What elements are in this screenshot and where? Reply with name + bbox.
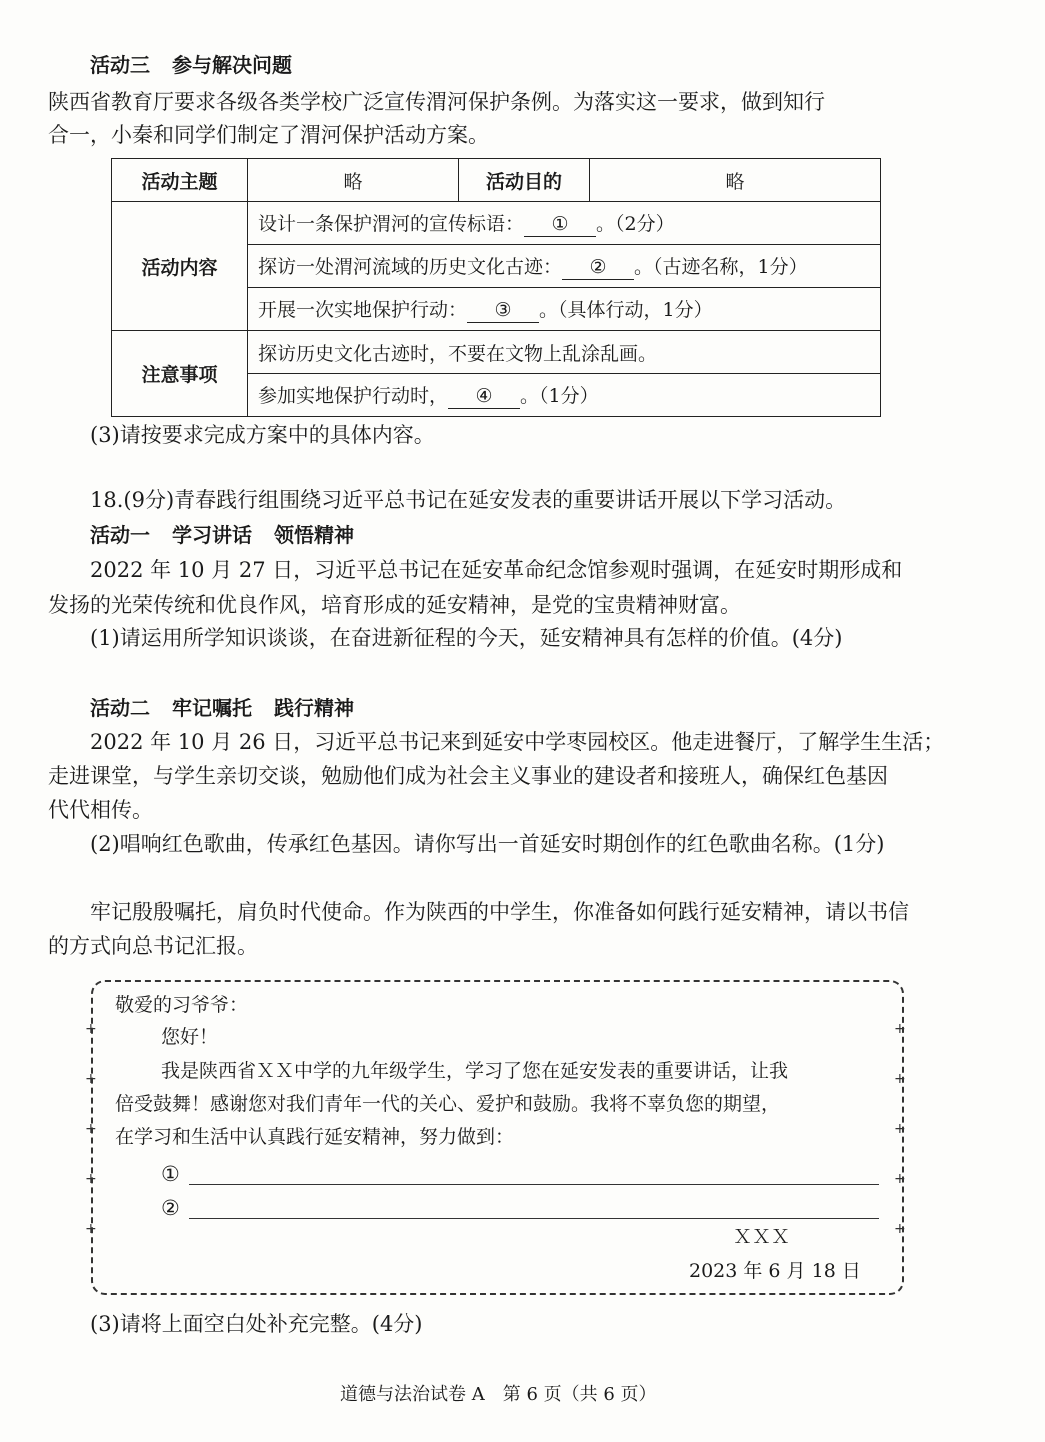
letter-body-line3: 在学习和生活中认真践行延安精神，努力做到： bbox=[115, 1126, 515, 1148]
table-row bbox=[112, 202, 881, 245]
letter-box bbox=[85, 980, 906, 1295]
activity1-paragraph-line1: 2022 年 10 月 27 日，习近平总书记在延安革命纪念馆参观时强调，在延安时期形成和 bbox=[90, 558, 903, 582]
notes-row-text: 探访历史文化古迹时，不要在文物上乱涂乱画。 bbox=[258, 342, 658, 365]
border-cross-icon: + bbox=[894, 1071, 906, 1087]
activity3-heading-label: 活动三 bbox=[90, 53, 150, 77]
activity1-paragraph-line2: 发扬的光荣传统和优良作风，培育形成的延安精神，是党的宝贵精神财富。 bbox=[48, 593, 741, 617]
q18-stem: 18.(9分)青春践行组围绕习近平总书记在延安发表的重要讲话开展以下学习活动。 bbox=[90, 488, 847, 512]
border-cross-icon: + bbox=[85, 1221, 97, 1237]
q18-question-3: (3)请将上面空白处补充完整。(4分) bbox=[90, 1312, 423, 1336]
content-row-text: 设计一条保护渭河的宣传标语： bbox=[258, 213, 525, 236]
page-footer: 道德与法治试卷 A 第 6 页（共 6 页） bbox=[340, 1384, 657, 1405]
activity2-title-1: 牢记嘱托 bbox=[172, 696, 252, 720]
content-row-suffix: 。（古迹名称，1分） bbox=[634, 256, 808, 279]
letter-body-line1: 我是陕西省ＸＸ中学的九年级学生，学习了您在延安发表的重要讲话，让我 bbox=[161, 1060, 789, 1082]
letter-prompt-line1: 牢记殷殷嘱托，肩负时代使命。作为陕西的中学生，你准备如何践行延安精神，请以书信 bbox=[90, 900, 909, 924]
activity2-paragraph-line1: 2022 年 10 月 26 日，习近平总书记来到延安中学枣园校区。他走进餐厅，了解学生生活； bbox=[90, 730, 945, 754]
letter-salutation: 敬爱的习爷爷： bbox=[115, 994, 249, 1016]
q18-question-1: (1)请运用所学知识谈谈，在奋进新征程的今天，延安精神具有怎样的价值。(4分) bbox=[90, 626, 843, 650]
letter-body-line2: 倍受鼓舞！感谢您对我们青年一代的关心、爱护和鼓励。我将不辜负您的期望， bbox=[115, 1093, 781, 1115]
content-row-2 bbox=[248, 245, 881, 288]
activity3-heading bbox=[90, 55, 292, 75]
blank-field[interactable]: ③ bbox=[467, 300, 539, 323]
theme-label: 活动主题 bbox=[112, 159, 248, 202]
notes-label: 注意事项 bbox=[112, 331, 248, 417]
border-cross-icon: + bbox=[85, 1021, 97, 1037]
letter-greeting: 您好！ bbox=[161, 1026, 219, 1048]
blank-field[interactable]: ① bbox=[524, 214, 596, 237]
goal-label: 活动目的 bbox=[459, 159, 590, 202]
border-cross-icon: + bbox=[85, 1071, 97, 1087]
notes-row-text: 参加实地保护行动时， bbox=[258, 385, 449, 408]
activity2-paragraph-line2: 走进课堂，与学生亲切交谈，勉励他们成为社会主义事业的建设者和接班人，确保红色基因 bbox=[48, 764, 888, 788]
letter-item-1-answer-line[interactable] bbox=[189, 1184, 879, 1185]
q18-question-2: (2)唱响红色歌曲，传承红色基因。请你写出一首延安时期创作的红色歌曲名称。(1分) bbox=[90, 832, 885, 856]
activity1-title-1: 学习讲话 bbox=[172, 523, 252, 547]
letter-item-2-marker: ② bbox=[161, 1196, 180, 1220]
notes-row-1 bbox=[248, 331, 881, 374]
content-row-suffix: 。（具体行动，1分） bbox=[539, 299, 713, 322]
border-cross-icon: + bbox=[85, 1121, 97, 1137]
activity-plan-table bbox=[111, 158, 881, 417]
activity3-intro-line2: 合一，小秦和同学们制定了渭河保护活动方案。 bbox=[48, 123, 489, 147]
border-cross-icon: + bbox=[894, 1221, 906, 1237]
activity1-heading bbox=[90, 525, 354, 545]
letter-item-1-marker: ① bbox=[161, 1162, 180, 1186]
letter-date: 2023 年 6 月 18 日 bbox=[689, 1260, 861, 1282]
activity1-title-2: 领悟精神 bbox=[274, 523, 354, 547]
activity2-heading bbox=[90, 698, 354, 718]
content-row-1 bbox=[248, 202, 881, 245]
notes-row-2 bbox=[248, 374, 881, 417]
blank-field[interactable]: ④ bbox=[448, 386, 520, 409]
content-row-suffix: 。（2分） bbox=[596, 213, 675, 236]
letter-item-2-answer-line[interactable] bbox=[189, 1218, 879, 1219]
border-cross-icon: + bbox=[894, 1021, 906, 1037]
border-cross-icon: + bbox=[894, 1171, 906, 1187]
content-label: 活动内容 bbox=[112, 202, 248, 331]
activity3-heading-title: 参与解决问题 bbox=[172, 53, 292, 77]
activity3-question-3: (3)请按要求完成方案中的具体内容。 bbox=[90, 423, 435, 447]
table-row bbox=[112, 159, 881, 202]
content-row-text: 开展一次实地保护行动： bbox=[258, 299, 468, 322]
content-row-text: 探访一处渭河流域的历史文化古迹： bbox=[258, 256, 563, 279]
notes-row-suffix: 。（1分） bbox=[520, 385, 599, 408]
activity3-intro-line1: 陕西省教育厅要求各级各类学校广泛宣传渭河保护条例。为落实这一要求，做到知行 bbox=[48, 90, 825, 114]
activity1-heading-label: 活动一 bbox=[90, 523, 150, 547]
activity2-heading-label: 活动二 bbox=[90, 696, 150, 720]
table-row bbox=[112, 331, 881, 374]
activity2-paragraph-line3: 代代相传。 bbox=[48, 798, 153, 822]
activity2-title-2: 践行精神 bbox=[274, 696, 354, 720]
blank-field[interactable]: ② bbox=[562, 257, 634, 280]
letter-prompt-line2: 的方式向总书记汇报。 bbox=[48, 934, 258, 958]
letter-signature: ＸＸＸ bbox=[733, 1226, 791, 1248]
theme-value: 略 bbox=[248, 159, 459, 202]
border-cross-icon: + bbox=[85, 1171, 97, 1187]
content-row-3 bbox=[248, 288, 881, 331]
goal-value: 略 bbox=[590, 159, 881, 202]
border-cross-icon: + bbox=[894, 1121, 906, 1137]
